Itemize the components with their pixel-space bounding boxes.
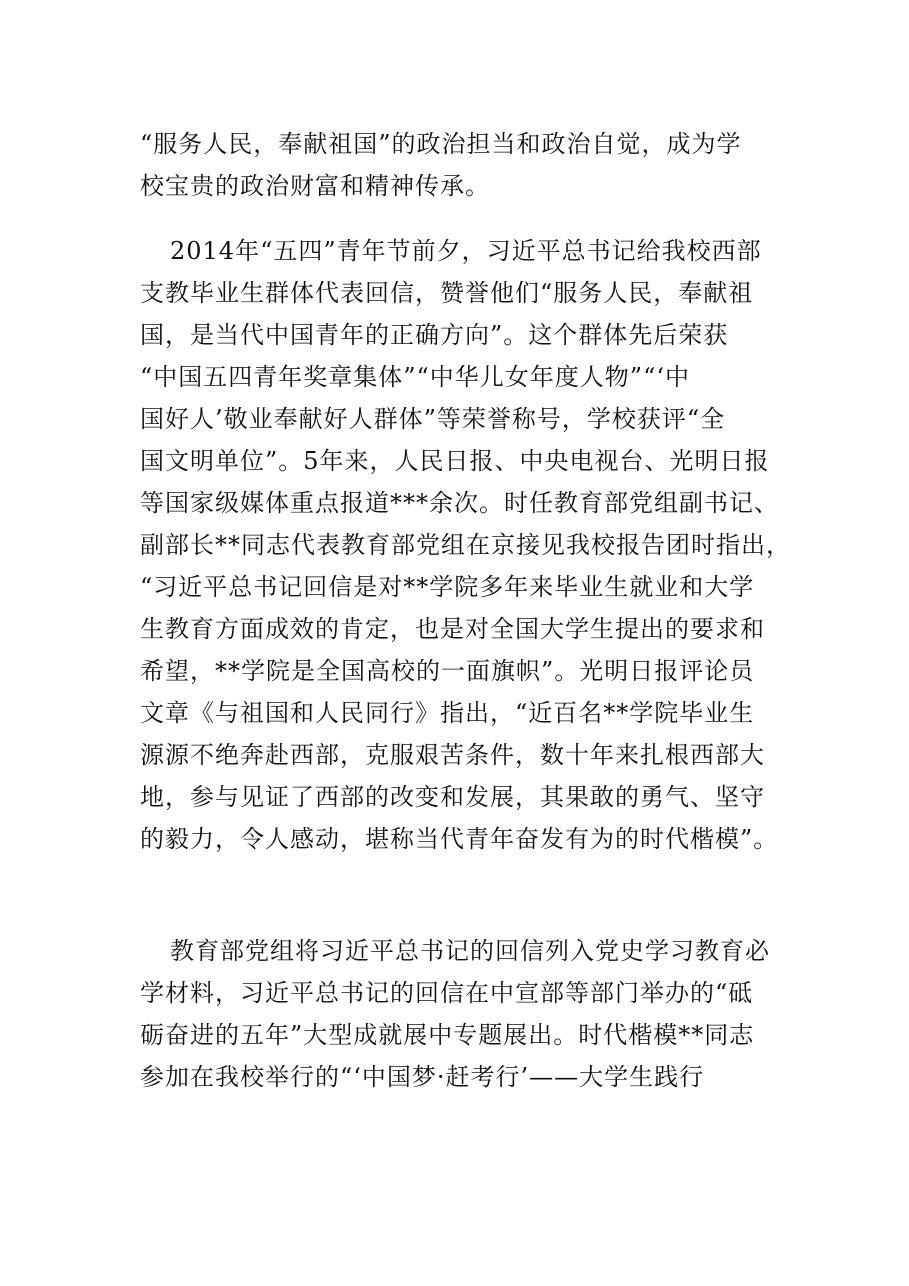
paragraph-line: 支教毕业生群体代表回信，赞誉他们“服务人民，奉献祖 xyxy=(140,279,754,307)
paragraph-line: 希望，**学院是全国高校的一面旗帜”。光明日报评论员 xyxy=(140,657,755,685)
paragraph-line: 地，参与见证了西部的改变和发展，其果敢的勇气、坚守 xyxy=(140,783,765,811)
paragraph-line: 等国家级媒体重点报道***余次。时任教育部党组副书记、 xyxy=(140,489,779,517)
paragraph-line: 教育部党组将习近平总书记的回信列入党史学习教育必 xyxy=(170,937,770,965)
paragraph-line: 源源不绝奔赴西部，克服艰苦条件，数十年来扎根西部大 xyxy=(140,741,765,769)
paragraph-line: 砺奋进的五年”大型成就展中专题展出。时代楷模**同志 xyxy=(140,1021,755,1049)
paragraph-line: 国，是当代中国青年的正确方向”。这个群体先后荣获 xyxy=(140,321,729,349)
paragraph-line: “习近平总书记回信是对**学院多年来毕业生就业和大学 xyxy=(140,573,755,601)
paragraph-1 xyxy=(140,123,780,207)
paragraph-line: 文章《与祖国和人民同行》指出，“近百名**学院毕业生 xyxy=(140,699,755,727)
paragraph-line: “服务人民，奉献祖国”的政治担当和政治自觉，成为学 xyxy=(140,130,742,158)
paragraph-2 xyxy=(140,230,791,860)
paragraph-line: 参加在我校举行的“‘中国梦·赶考行’——大学生践行 xyxy=(140,1063,705,1091)
paragraph-line: 生教育方面成效的肯定，也是对全国大学生提出的要求和 xyxy=(140,615,765,643)
paragraph-3 xyxy=(140,930,780,1098)
paragraph-line: 的毅力，令人感动，堪称当代青年奋发有为的时代楷模”。 xyxy=(140,825,779,853)
paragraph-line: 国文明单位”。5年来，人民日报、中央电视台、光明日报 xyxy=(140,447,770,475)
paragraph-line: 校宝贵的政治财富和精神传承。 xyxy=(140,172,490,200)
paragraph-line: 学材料，习近平总书记的回信在中宣部等部门举办的“砥 xyxy=(140,979,754,1007)
paragraph-line: “中国五四青年奖章集体”“中华儿女年度人物”“‘中 xyxy=(140,363,690,391)
paragraph-line: 国好人’敬业奉献好人群体”等荣誉称号，学校获评“全 xyxy=(140,405,726,433)
paragraph-line: 副部长**同志代表教育部党组在京接见我校报告团时指出， xyxy=(140,531,791,559)
paragraph-line: 2014年“五四”青年节前夕，习近平总书记给我校西部 xyxy=(170,237,762,265)
